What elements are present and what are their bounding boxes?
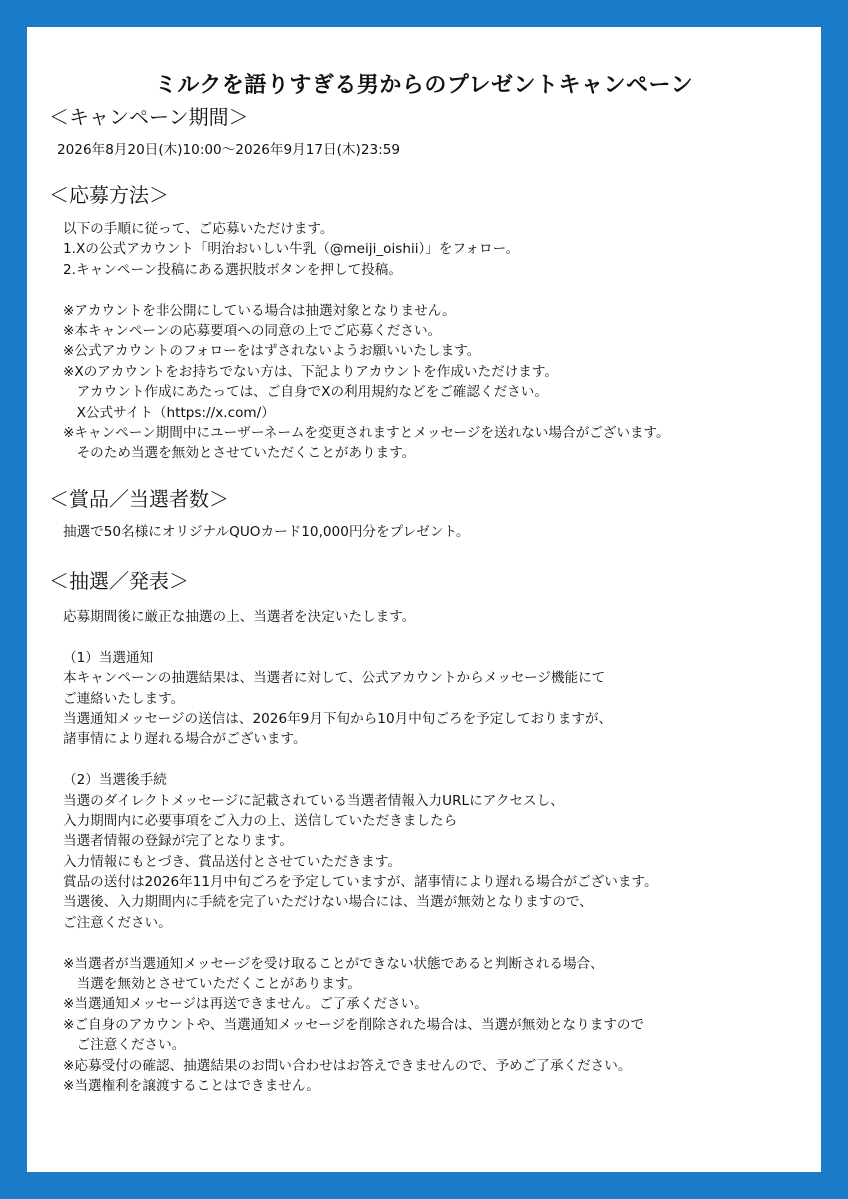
lottery-note: ※当選権利を譲渡することはできません。 [63,1077,320,1094]
prize-heading: ＜賞品／当選者数＞ [49,487,229,511]
method-step: 1.Xの公式アカウント「明治おいしい牛乳（@meiji_oishii）」をフォロー。 [63,241,520,258]
lottery-note: ※当選者が当選通知メッセージを受け取ることができない状態であると判断される場合、 [63,955,604,972]
procedure-line: ご注意ください。 [63,914,172,931]
notice-line: 本キャンペーンの抽選結果は、当選者に対して、公式アカウントからメッセージ機能にて [63,670,606,687]
method-note: ※Xのアカウントをお持ちでない方は、下記よりアカウントを作成いただけます。 [63,363,558,380]
method-heading: ＜応募方法＞ [49,183,169,207]
method-note: アカウント作成にあたっては、ご自身でXの利用規約などをご確認ください。 [63,384,548,401]
notice-line: 諸事情により遅れる場合がございます。 [63,731,307,748]
method-text [63,219,670,464]
method-note: そのため当選を無効とさせていただくことがあります。 [63,445,416,462]
lottery-note: ※応募受付の確認、抽選結果のお問い合わせはお答えできませんので、予めご了承ください。 [63,1057,632,1074]
procedure-line: 当選後、入力期間内に手続を完了いただけない場合には、当選が無効となりますので、 [63,894,593,911]
notice-line: ご連絡いたします。 [63,690,185,707]
procedure-line: 入力情報にもとづき、賞品送付とさせていただきます。 [63,853,401,870]
procedure-title: （2）当選後手続 [63,772,167,789]
lottery-note: ※当選通知メッセージは再送できません。ご了承ください。 [63,996,428,1013]
prize-text [63,522,469,542]
method-note: ※キャンペーン期間中にユーザーネームを変更されますとメッセージを送れない場合がございます。 [63,424,670,441]
lottery-note: 当選を無効とさせていただくことがあります。 [63,976,361,993]
lottery-note: ※ご自身のアカウントや、当選通知メッセージを削除された場合は、当選が無効となりますので [63,1016,645,1033]
period-text [57,140,400,160]
spacer [63,280,670,300]
procedure-line: 当選者情報の登録が完了となります。 [63,833,294,850]
method-step: 2.キャンペーン投稿にある選択肢ボタンを押して投稿。 [63,261,402,278]
method-step: 以下の手順に従って、ご応募いただけます。 [63,221,334,237]
lottery-text [63,607,658,1096]
period-heading: ＜キャンペーン期間＞ [49,105,249,129]
spacer [63,933,658,953]
prize-line: 抽選で50名様にオリジナルQUOカード10,000円分をプレゼント。 [63,524,470,540]
notice-line: 当選通知メッセージの送信は、2026年9月下旬から10月中旬ごろを予定しておりますが、 [63,710,613,727]
procedure-line: 入力期間内に必要事項をご入力の上、送信していただきましたら [63,812,458,829]
page-title: ミルクを語りすぎる男からのプレゼントキャンペーン [154,73,694,98]
spacer [63,627,658,647]
spacer [63,750,658,770]
method-note: ※本キャンペーンの応募要項への同意の上でご応募ください。 [63,322,442,339]
method-note: X公式サイト（https://x.com/） [63,404,275,421]
procedure-line: 賞品の送付は2026年11月中旬ごろを予定していますが、諸事情により遅れる場合がございます。 [63,874,658,891]
notice-title: （1）当選通知 [63,649,154,666]
lottery-intro: 応募期間後に厳正な抽選の上、当選者を決定いたします。 [63,609,416,625]
lottery-note: ご注意ください。 [63,1037,186,1054]
method-note: ※公式アカウントのフォローをはずされないようお願いいたします。 [63,343,481,360]
method-note: ※アカウントを非公開にしている場合は抽選対象となりません。 [63,302,456,319]
procedure-line: 当選のダイレクトメッセージに記載されている当選者情報入力URLにアクセスし、 [63,792,564,809]
campaign-card [27,27,821,1172]
period-line: 2026年8月20日(木)10:00〜2026年9月17日(木)23:59 [57,142,400,158]
lottery-heading: ＜抽選／発表＞ [49,569,189,593]
